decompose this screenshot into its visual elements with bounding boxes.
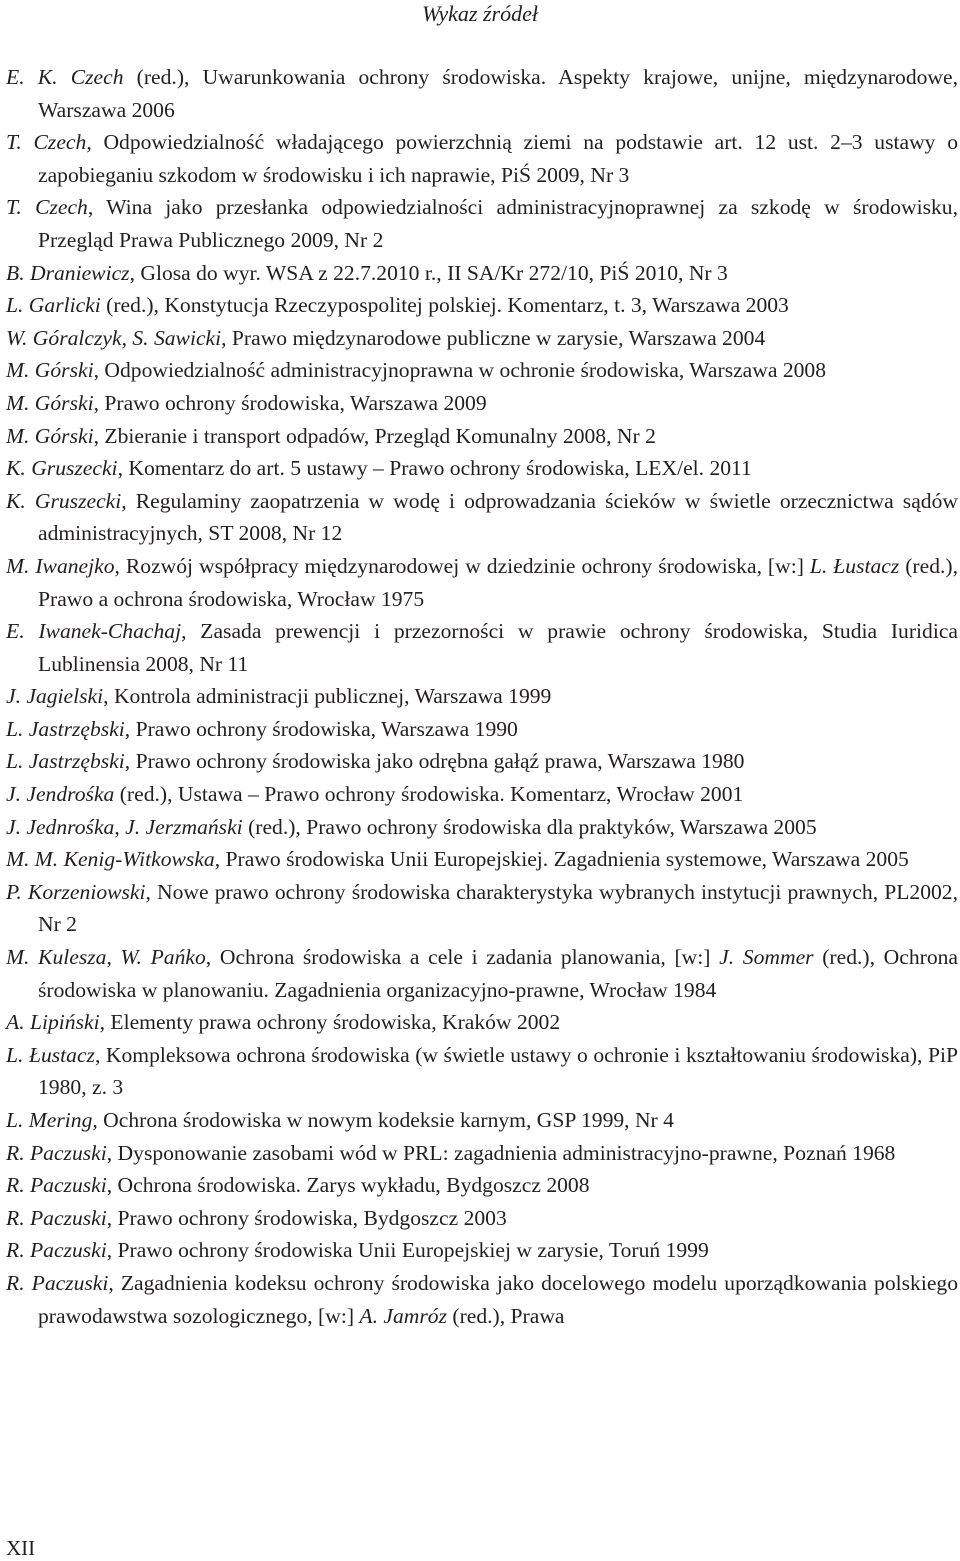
bibliography-list [6,61,958,1332]
entry-text: , Prawo środowiska Unii Europejskiej. Zagadnienia systemowe, Warszawa 2005 [214,847,909,872]
entry-text: , [106,945,121,970]
entry-text: , Odpowiedzialność administracyjnoprawna w ochronie środowiska, Warszawa 2008 [93,358,827,383]
author-name: M. Górski [6,423,94,448]
entry-text: (red.), Ochrona środowiska w planowaniu. Zagadnienia organizacyjno-prawne, Wrocław 1984 [38,945,959,1002]
bibliography-entry [6,452,958,485]
bibliography-entry [6,1104,958,1137]
entry-text: (red.), Konstytucja Rzeczypospolitej polskiej. Komentarz, t. 3, Warszawa 2003 [100,293,789,318]
author-name: L. Jastrzębski [6,749,125,774]
entry-text: , Elementy prawa ochrony środowiska, Kraków 2002 [99,1010,561,1035]
author-name: S. Sawicki [132,325,222,350]
bibliography-entry [6,550,958,615]
bibliography-entry [6,941,958,1006]
bibliography-entry [6,126,958,191]
author-name: R. Paczuski [6,1173,107,1198]
entry-text: , Wina jako przesłanka odpowiedzialności administracyjnoprawnej za szkodę w środowisku, Przegląd Prawa Publicznego 2009, Nr 2 [38,195,958,252]
author-name: T. Czech [6,195,88,220]
author-name: T. Czech [6,130,87,155]
author-name: L. Jastrzębski [6,716,125,741]
bibliography-entry [6,615,958,680]
bibliography-entry [6,1039,958,1104]
bibliography-entry [6,843,958,876]
author-name: M. Górski [6,390,94,415]
entry-text: , Rozwój współpracy międzynarodowej w dziedzinie ochrony środowiska, [w:] [114,553,810,578]
author-name: W. Pańko [120,945,206,970]
bibliography-entry [6,485,958,550]
author-name: K. Gruszecki [6,488,122,513]
entry-text: , Kompleksowa ochrona środowiska (w świetle ustawy o ochronie i kształtowaniu środowiska), PiP 1980, z. 3 [38,1042,958,1100]
entry-text: , Prawo ochrony środowiska, Warszawa 2009 [93,390,487,415]
bibliography-entry [6,191,958,256]
entry-text: (red.), Ustawa – Prawo ochrony środowiska. Komentarz, Wrocław 2001 [114,782,744,807]
bibliography-entry [6,257,958,290]
bibliography-entry [6,1202,958,1235]
entry-text: , [121,325,133,350]
author-name: J. Jednrośka [6,814,115,839]
author-name: J. Jerzmański [125,814,243,839]
author-name: L. Garlicki [6,293,101,318]
author-name: B. Draniewicz [6,260,130,285]
entry-text: , Zbieranie i transport odpadów, Przegląd Komunalny 2008, Nr 2 [93,423,656,448]
bibliography-entry [6,811,958,844]
bibliography-entry [6,1006,958,1039]
entry-text: (red.), Prawa [447,1303,565,1328]
author-name: E. K. Czech [6,65,124,89]
bibliography-entry [6,713,958,746]
bibliography-entry [6,322,958,355]
entry-text: , Prawo ochrony środowiska jako odrębna gałąź prawa, Warszawa 1980 [124,749,745,774]
author-name: W. Góralczyk [6,325,122,350]
bibliography-entry [6,876,958,941]
entry-text: (red.), Uwarunkowania ochrony środowiska. Aspekty krajowe, unijne, międzynarodowe, Warszawa 2006 [38,65,958,122]
entry-text: , Odpowiedzialność władającego powierzchnią ziemi na podstawie art. 12 ust. 2–3 ustawy o zapobieganiu szkodom w środowisku i ich naprawie, PiŚ 2009, Nr 3 [38,130,958,187]
bibliography-entry [6,61,958,126]
entry-text: , Dysponowanie zasobami wód w PRL: zagadnienia administracyjno-prawne, Poznań 1968 [106,1140,896,1165]
bibliography-entry [6,387,958,420]
bibliography-entry [6,289,958,322]
author-name: M. Górski [6,358,94,383]
entry-text: , Zasada prewencji i przezorności w prawie ochrony środowiska, Studia Iuridica Lublinensia 2008, Nr 11 [38,619,958,676]
entry-text: , Prawo międzynarodowe publiczne w zarysie, Warszawa 2004 [221,325,766,350]
entry-text: , Prawo ochrony środowiska, Warszawa 1990 [124,716,518,741]
bibliography-entry [6,354,958,387]
author-name: A. Lipiński [6,1010,100,1035]
author-name: A. Jamróz [359,1303,447,1328]
running-header: Wykaz źródeł [422,1,538,26]
entry-text: , Prawo ochrony środowiska, Bydgoszcz 2003 [106,1205,507,1230]
bibliography-entry [6,1137,958,1170]
author-name: M. Iwanejko [6,553,115,578]
entry-text: , Prawo ochrony środowiska Unii Europejskiej w zarysie, Toruń 1999 [106,1238,709,1263]
bibliography-entry [6,1234,958,1267]
author-name: L. Łustacz [809,553,900,578]
bibliography-entry [6,420,958,453]
author-name: J. Jagielski [6,684,104,709]
author-name: L. Mering [6,1108,93,1132]
entry-text: , Ochrona środowiska a cele i zadania planowania, [w:] [205,945,720,970]
author-name: R. Paczuski [6,1140,107,1165]
entry-text: , Nowe prawo ochrony środowiska charakterystyka wybranych instytucji prawnych, PL2002, Nr 2 [38,879,958,937]
author-name: J. Sommer [719,945,814,970]
author-name: M. M. Kenig-Witkowska [6,847,215,872]
author-name: M. Kulesza [6,945,107,970]
entry-text: (red.), Prawo ochrony środowiska dla praktyków, Warszawa 2005 [242,814,817,839]
author-name: R. Paczuski [6,1238,107,1263]
author-name: P. Korzeniowski [6,879,146,904]
bibliography-entry [6,1267,958,1332]
author-name: E. Iwanek-Chachaj [6,619,182,644]
entry-text: , Zagadnienia kodeksu ochrony środowiska jako docelowego modelu uporządkowania polskiego prawodawstwa sozologicznego, [w:] [38,1270,959,1328]
page-number: XII [6,1536,36,1560]
entry-text: , Komentarz do art. 5 ustawy – Prawo ochrony środowiska, LEX/el. 2011 [117,456,752,481]
bibliography-entry [6,1169,958,1202]
bibliography-entry [6,680,958,713]
entry-text: , Ochrona środowiska. Zarys wykładu, Bydgoszcz 2008 [106,1173,590,1198]
author-name: J. Jendrośka [6,782,115,807]
author-name: R. Paczuski [6,1270,109,1295]
entry-text: , Glosa do wyr. WSA z 22.7.2010 r., II SA/Kr 272/10, PiŚ 2010, Nr 3 [129,260,728,285]
entry-text: , Ochrona środowiska w nowym kodeksie karnym, GSP 1999, Nr 4 [92,1108,674,1132]
bibliography-entry [6,778,958,811]
author-name: R. Paczuski [6,1205,107,1230]
entry-text: , Regulaminy zaopatrzenia w wodę i odprowadzania ścieków w świetle orzecznictwa sądów administracyjnych, ST 2008, Nr 12 [38,488,958,546]
author-name: L. Łustacz [6,1042,95,1067]
bibliography-entry [6,745,958,778]
author-name: K. Gruszecki [6,456,118,481]
entry-text: (red.), Prawo a ochrona środowiska, Wrocław 1975 [38,553,958,611]
entry-text: , Kontrola administracji publicznej, Warszawa 1999 [103,684,552,709]
entry-text: , [114,814,126,839]
